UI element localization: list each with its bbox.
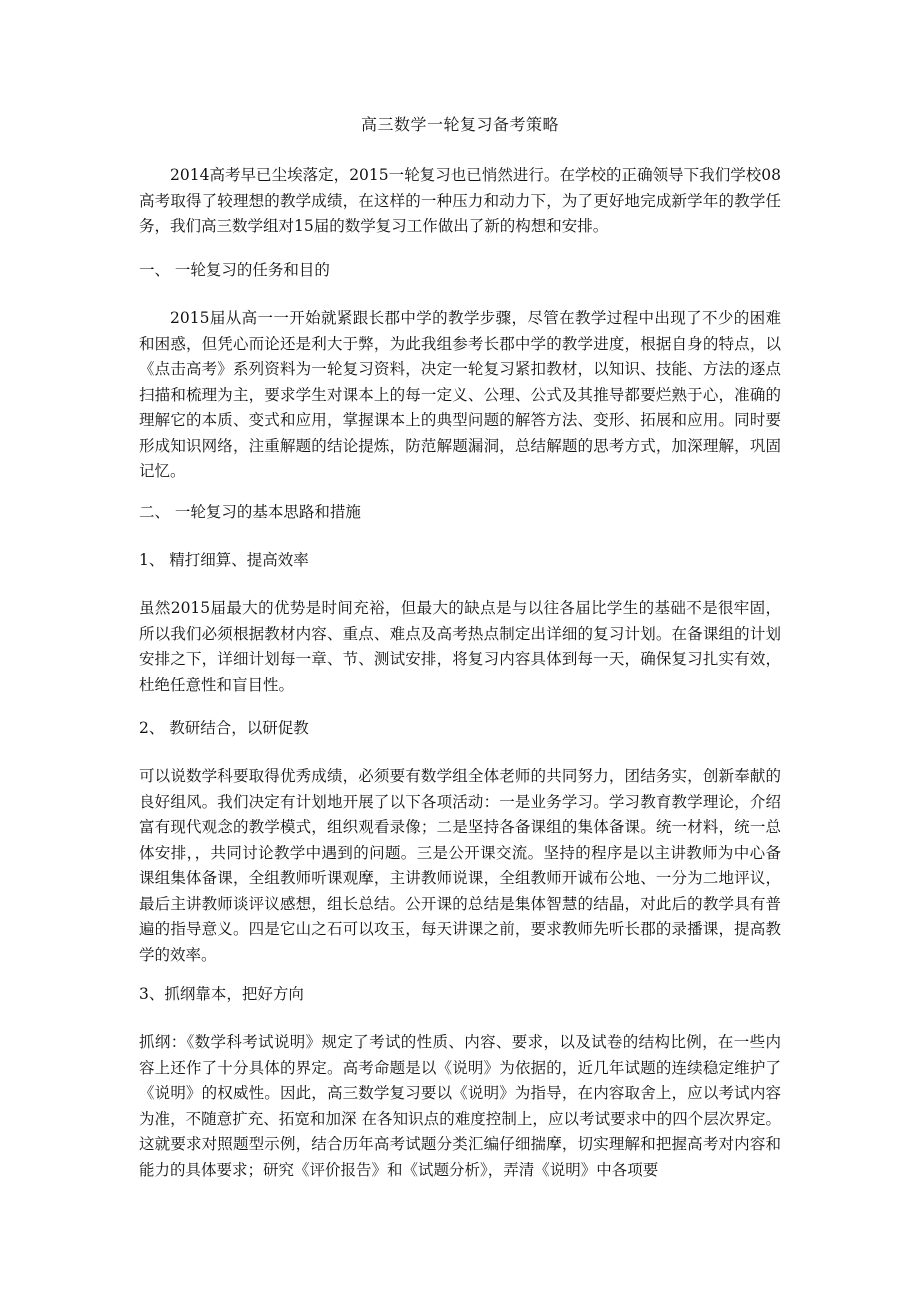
subsection3-heading: 3、抓纲靠本，把好方向 [139,985,304,1003]
section1-paragraph: 2015届从高一一开始就紧跟长郡中学的教学步骤，尽管在教学过程中出现了不少的困难和困惑，但凭心而论还是利大于弊，为此我组参考长郡中学的教学进度，根据自身的特点，以《点击高考》系列资料为一轮复习资料，决定一轮复习紧扣教材，以知识、技能、方法的逐点扫描和梳理为主，要求学生对课本上的每一定义、公理、公式及其推导都要烂熟于心，准确的理解它的本质、变式和应用，掌握课本上的典型问题的解答方法、变形、拓展和应用。同时要形成知识网络，注重解题的结论提炼，防范解题漏洞，总结解题的思考方式，加深理解，巩固记忆。 [139,309,781,480]
intro-paragraph: 2014高考早已尘埃落定，2015一轮复习也已悄然进行。在学校的正确领导下我们学校08高考取得了较理想的教学成绩，在这样的一种压力和动力下，为了更好地完成新学年的教学任务，我们高三数学组对15届的数学复习工作做出了新的构想和安排。 [139,166,781,235]
subsection1-heading: 1、 精打细算、提高效率 [139,551,309,569]
document-title: 高三数学一轮复习备考策略 [360,115,559,134]
subsection2-paragraph: 可以说数学科要取得优秀成绩，必须要有数学组全体老师的共同努力，团结务实，创新奉献的良好组风。我们决定有计划地开展了以下各项活动：一是业务学习。学习教育教学理论，介绍富有现代观念的教学模式，组织观看录像；二是坚持各备课组的集体备课。统一材料，统一总体安排，，共同讨论教学中遇到的问题。三是公开课交流。坚持的程序是以主讲教师为中心备课组集体备课，全组教师听课观摩，主讲教师说课，全组教师开诚布公地、一分为二地评议，最后主讲教师谈评议感想，组长总结。公开课的总结是集体智慧的结晶，对此后的教学具有普遍的指导意义。四是它山之石可以攻玉，每天讲课之前，要求教师先听长郡的录播课，提高教学的效率。 [139,767,781,964]
subsection1-paragraph: 虽然2015届最大的优势是时间充裕，但最大的缺点是与以往各届比学生的基础不是很牢固，所以我们必须根据教材内容、重点、难点及高考热点制定出详细的复习计划。在备课组的计划安排之下，详细计划每一章、节、测试安排，将复习内容具体到每一天，确保复习扎实有效，杜绝任意性和盲目性。 [139,599,781,694]
subsection2-heading: 2、 教研结合，以研促教 [139,719,309,737]
subsection3-paragraph: 抓纲：《数学科考试说明》规定了考试的性质、内容、要求，以及试卷的结构比例，在一些内容上还作了十分具体的界定。高考命题是以《说明》为依据的，近几年试题的连续稳定维护了《说明》的权威性。因此，高三数学复习要以《说明》为指导，在内容取舍上，应以考试内容为准，不随意扩充、拓宽和加深 在各知识点的难度控制上，应以考试要求中的四个层次界定。这就要求对照题型示例，结合历年高考试题分类汇编仔细揣摩，切实理解和把握高考对内容和能力的具体要求；研究《评价报告》和《试题分析》，弄清《说明》中各项要 [139,1033,781,1179]
section1-heading: 一、 一轮复习的任务和目的 [139,261,330,279]
section2-heading: 二、 一轮复习的基本思路和措施 [139,503,361,521]
